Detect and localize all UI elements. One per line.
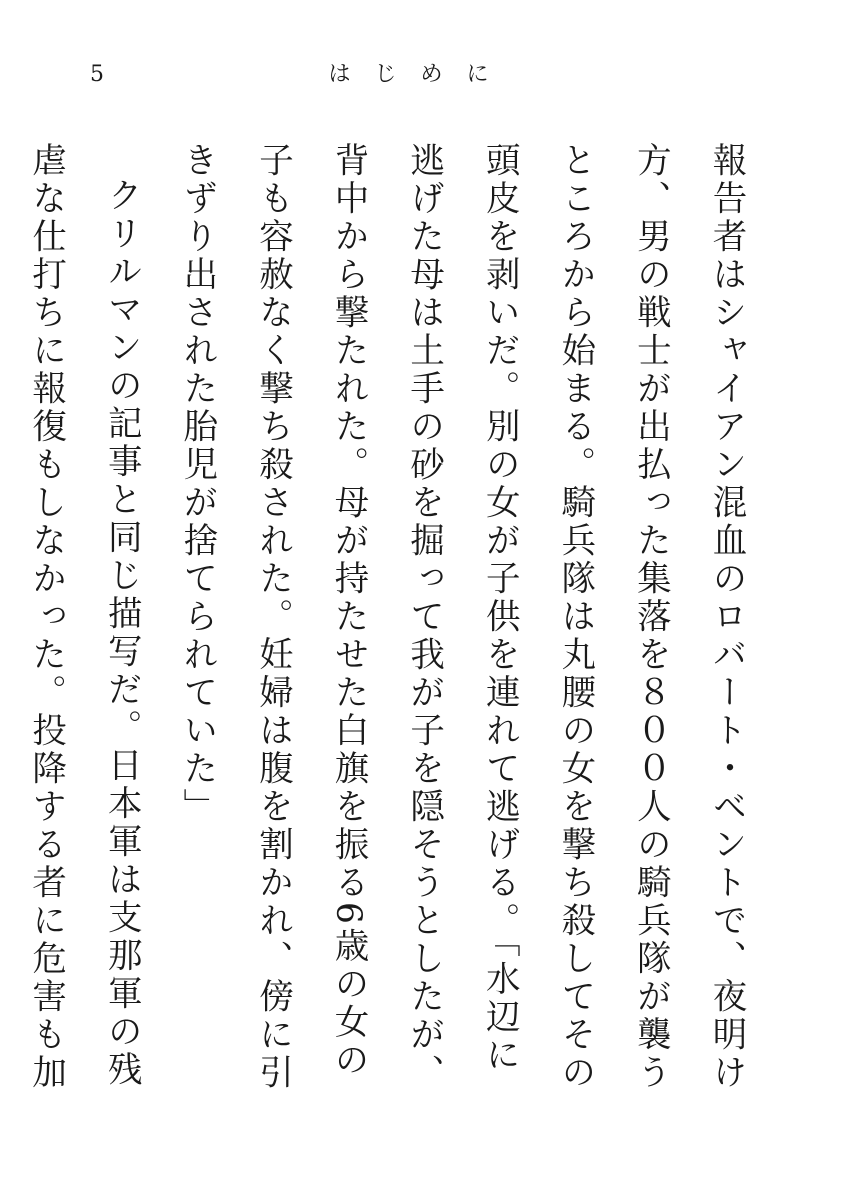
running-title: はじめに	[328, 62, 513, 87]
text-run: クリルマンの記事と同じ描写だ。日本軍は支那軍の残虐な仕打ちに報復もしなかった。投降する者に危害も加	[25, 142, 142, 1092]
page-number: 5	[90, 62, 104, 87]
paragraph	[158, 142, 763, 1112]
body-text	[0, 142, 763, 1112]
paragraph	[0, 142, 158, 1112]
text-run: 報告者はシャイアン混血のロバート・ベントで、夜明け方、男の戦士が出払った集落を８００人の騎兵隊が襲うところから始まる。騎兵隊は丸腰の女を撃ち殺してその頭皮を剥いだ。別の女が子供を連れて逃げる。「水辺に逃げた母は土手の砂を掘って我が子を隠そうとしたが、背中から撃たれた。母が持たせた白旗を振る6歳の女の子も容赦なく撃ち殺された。妊婦は腹を割かれ、傍に引きずり出された胎児が捨てられていた」	[176, 142, 746, 1092]
